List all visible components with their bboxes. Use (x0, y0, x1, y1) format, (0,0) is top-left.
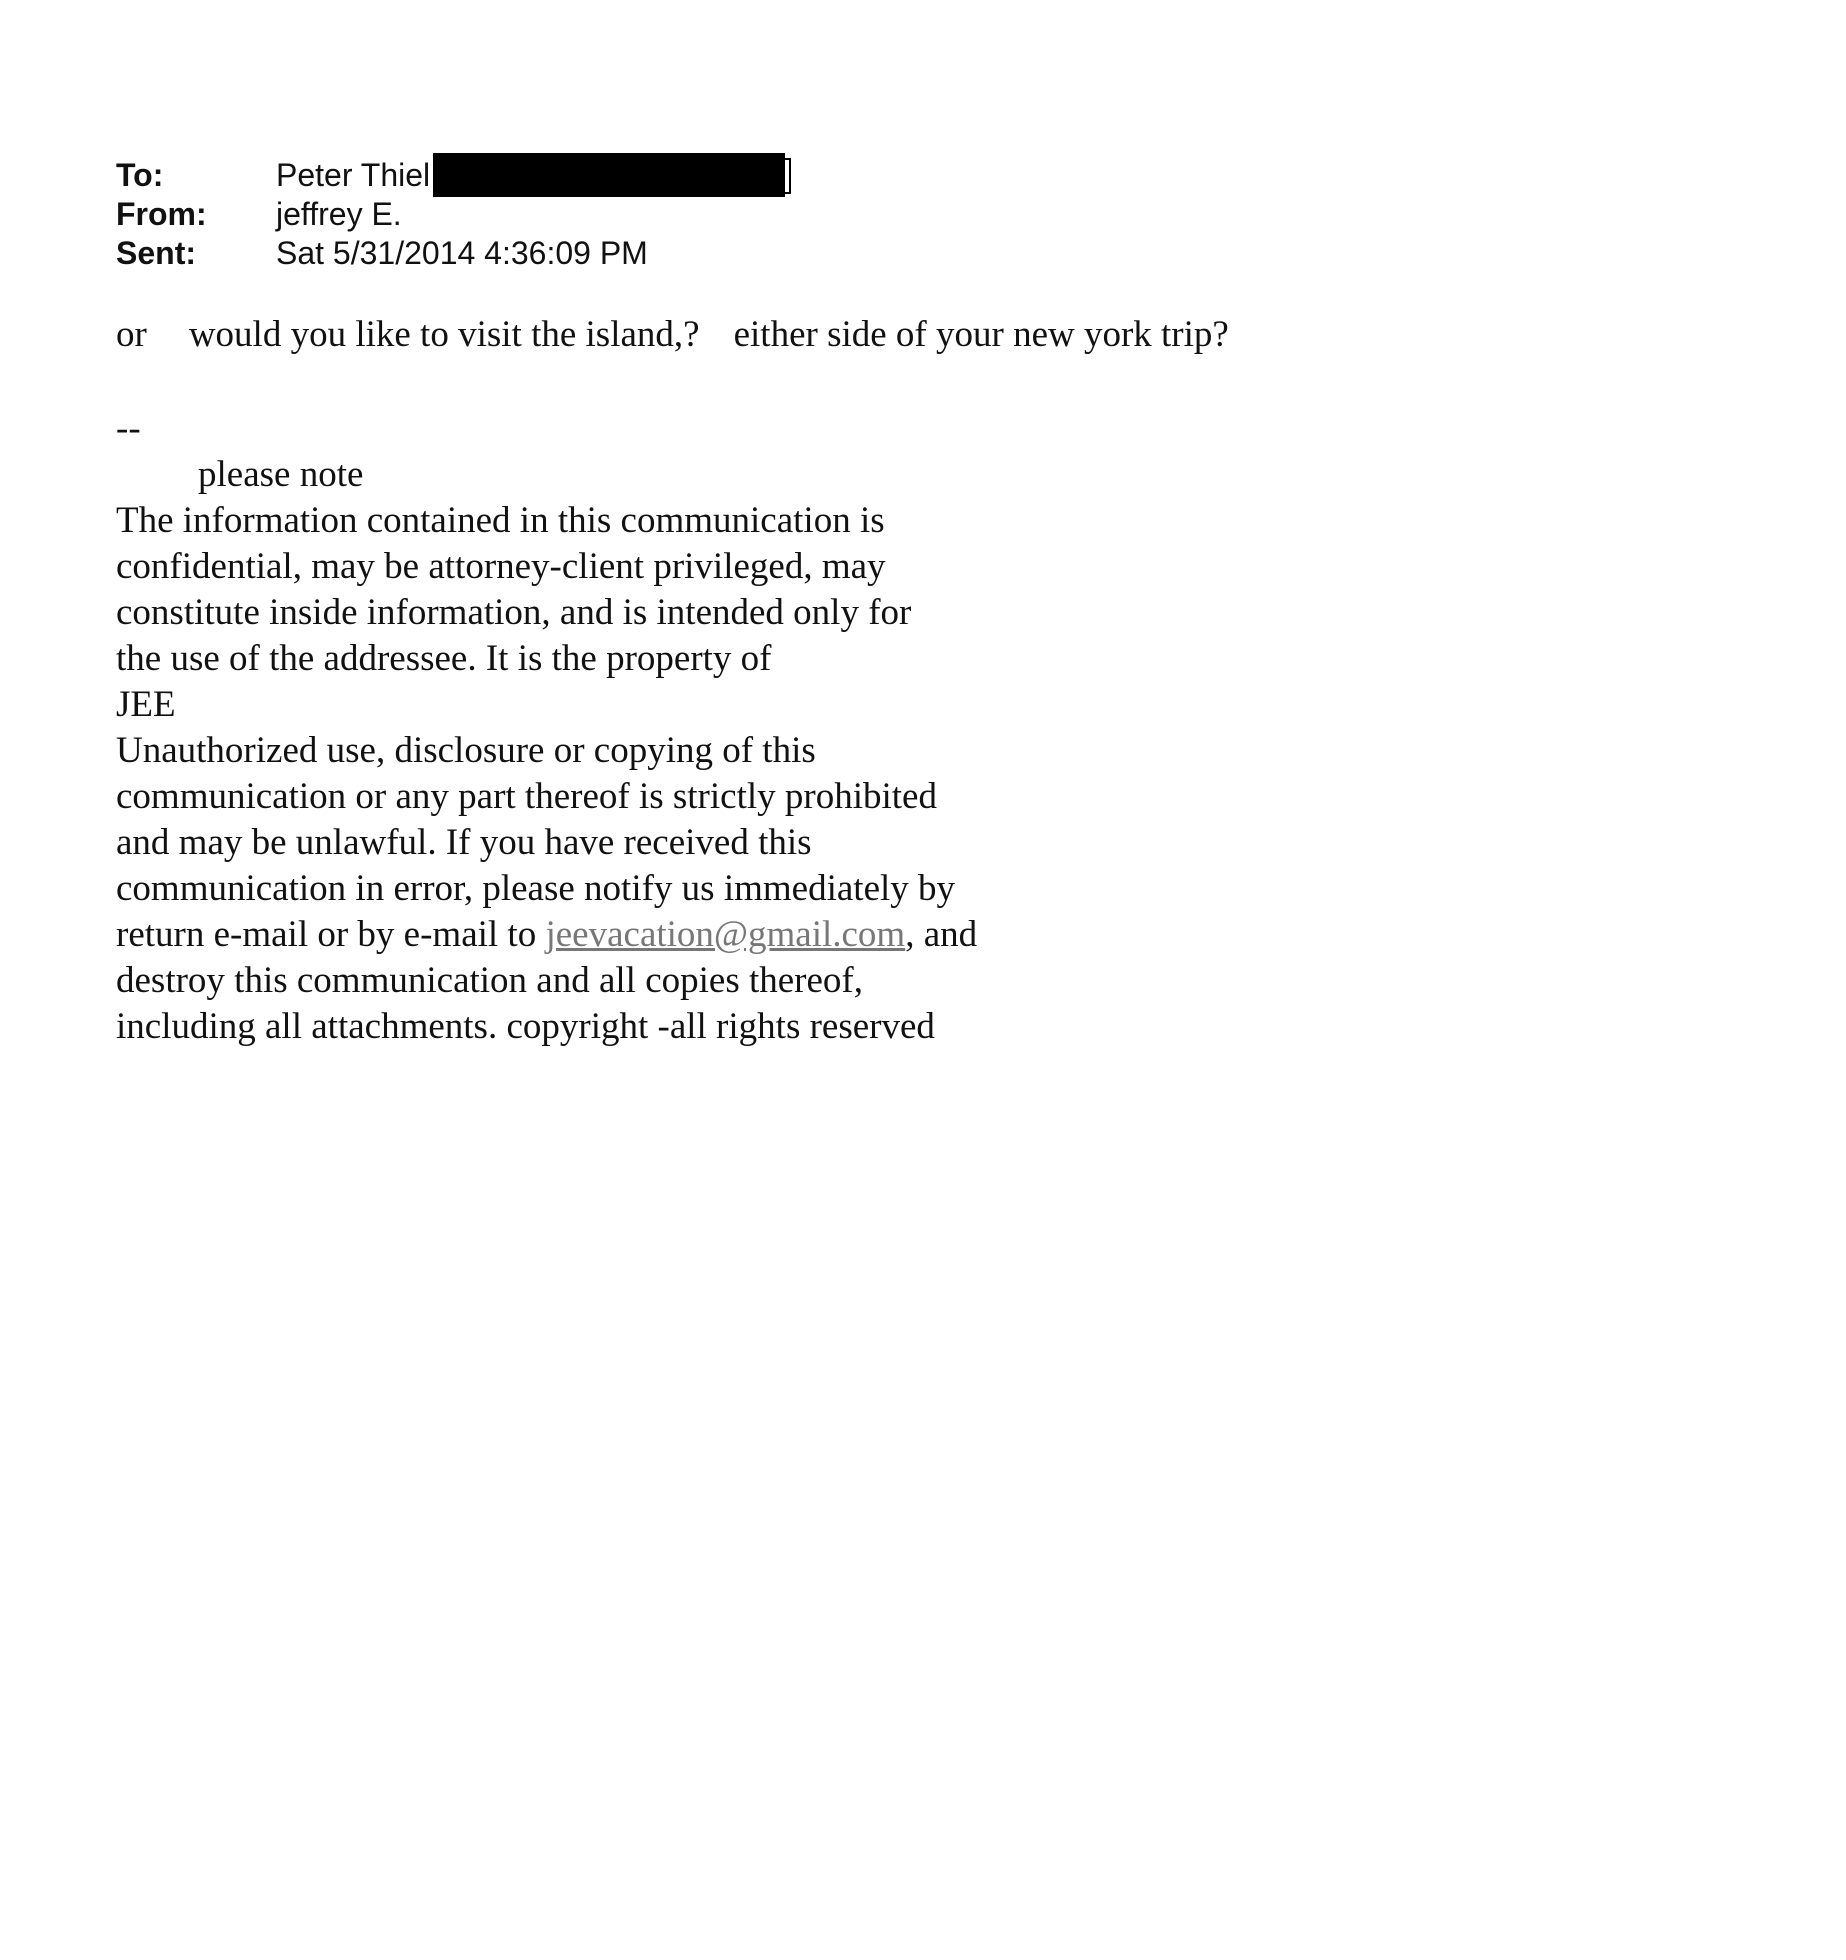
from-row (116, 195, 791, 234)
disclaimer-line: Unauthorized use, disclosure or copying of this (116, 730, 816, 771)
to-label: To: (116, 157, 164, 193)
email-link[interactable]: jeevacation@gmail.com (545, 914, 906, 955)
message-part-2: would you like to visit the island,? (188, 314, 700, 355)
message-body (116, 312, 1229, 358)
disclaimer-line: communication in error, please notify us immediately by (116, 868, 956, 909)
from-label: From: (116, 196, 207, 232)
disclaimer-line: confidential, may be attorney-client privileged, may (116, 546, 886, 587)
email-header (116, 156, 791, 273)
signature-note: please note (198, 454, 364, 495)
message-part-1: or (116, 314, 147, 355)
disclaimer-email-line (116, 912, 977, 958)
disclaimer-line: communication or any part thereof is strictly prohibited (116, 776, 937, 817)
email-line-prefix: return e-mail or by e-mail to (116, 914, 546, 955)
confidentiality-disclaimer (116, 498, 977, 1050)
sent-label: Sent: (116, 235, 196, 271)
to-value: Peter Thiel (276, 157, 431, 193)
to-row (116, 156, 791, 195)
message-part-3: either side of your new york trip? (733, 314, 1229, 355)
redaction-block (433, 153, 785, 197)
disclaimer-line: constitute inside information, and is intended only for (116, 592, 912, 633)
signature-separator: -- (116, 408, 141, 449)
disclaimer-line: and may be unlawful. If you have received this (116, 822, 812, 863)
email-line-suffix: , and (905, 914, 978, 955)
from-value: jeffrey E. (276, 196, 402, 232)
sent-row (116, 234, 791, 273)
disclaimer-line: destroy this communication and all copies thereof, (116, 960, 863, 1001)
disclaimer-line: JEE (116, 684, 176, 725)
redaction-bracket (785, 158, 791, 194)
disclaimer-line: including all attachments. copyright -all rights reserved (116, 1006, 935, 1047)
disclaimer-line: the use of the addressee. It is the property of (116, 638, 772, 679)
sent-value: Sat 5/31/2014 4:36:09 PM (276, 235, 648, 271)
disclaimer-line: The information contained in this communication is (116, 500, 885, 541)
